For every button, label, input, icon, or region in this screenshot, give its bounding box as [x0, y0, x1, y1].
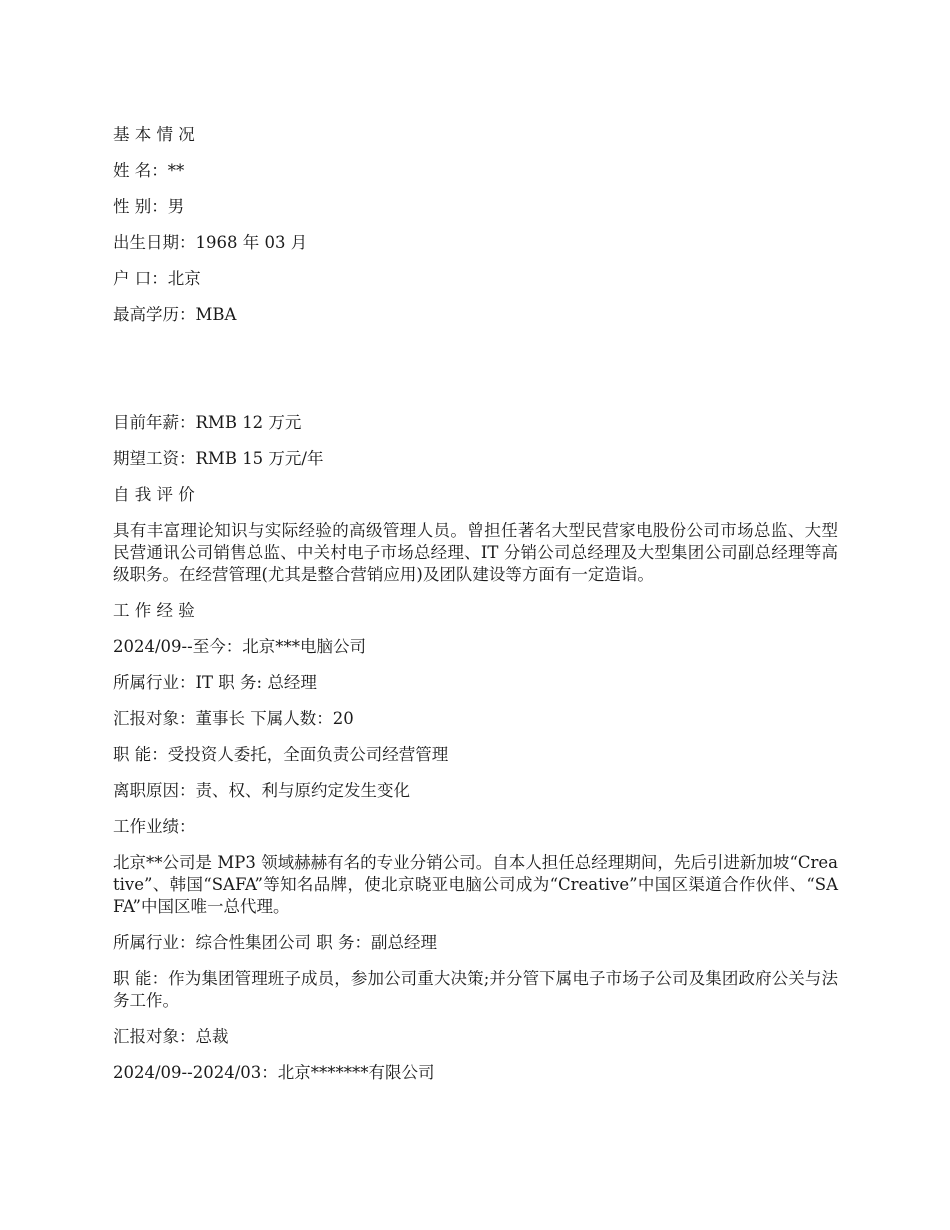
basic-info-heading: 基 本 情 况	[113, 125, 195, 144]
job1-industry-line: 所属行业：IT 职 务: 总经理	[113, 673, 317, 692]
job2-period-line: 2024/09--2024/03：北京*******有限公司	[113, 1063, 435, 1082]
birth-date-line: 出生日期：1968 年 03 月	[113, 233, 308, 252]
hukou-line: 户 口：北京	[113, 269, 201, 288]
job2-industry-line: 所属行业：综合性集团公司 职 务：副总经理	[113, 933, 437, 952]
job1-leave-reason-line: 离职原因：责、权、利与原约定发生变化	[113, 781, 410, 800]
resume-document	[113, 124, 838, 1084]
job1-achievement-text: 北京**公司是 MP3 领域赫赫有名的专业分销公司。自本人担任总经理期间，先后引进新加坡“Creative”、韩国“SAFA”等知名品牌，使北京晓亚电脑公司成为“Creative”中国区渠道合作伙伴、“SAFA”中国区唯一总代理。	[113, 853, 838, 916]
job1-function-line: 职 能：受投资人委托，全面负责公司经营管理	[113, 745, 449, 764]
gender-line: 性 别：男	[113, 197, 185, 216]
job1-period-line: 2024/09--至今：北京***电脑公司	[113, 637, 366, 656]
self-evaluation-heading: 自 我 评 价	[113, 485, 195, 504]
work-experience-heading: 工 作 经 验	[113, 601, 195, 620]
job1-report-line: 汇报对象：董事长 下属人数：20	[113, 709, 354, 728]
job2-function-text: 职 能：作为集团管理班子成员，参加公司重大决策;并分管下属电子市场子公司及集团政府公关与法务工作。	[113, 969, 838, 1010]
name-line: 姓 名：**	[113, 161, 185, 180]
education-line: 最高学历：MBA	[113, 305, 237, 324]
current-salary-line: 目前年薪：RMB 12 万元	[113, 413, 302, 432]
expected-salary-line: 期望工资：RMB 15 万元/年	[113, 449, 324, 468]
job2-report-line: 汇报对象：总裁	[113, 1027, 229, 1046]
job1-achievement-label: 工作业绩：	[113, 817, 196, 836]
self-evaluation-text: 具有丰富理论知识与实际经验的高级管理人员。曾担任著名大型民营家电股份公司市场总监、大型民营通讯公司销售总监、中关村电子市场总经理、IT 分销公司总经理及大型集团公司副总经理等高级职务。在经营管理(尤其是整合营销应用)及团队建设等方面有一定造诣。	[113, 521, 838, 584]
